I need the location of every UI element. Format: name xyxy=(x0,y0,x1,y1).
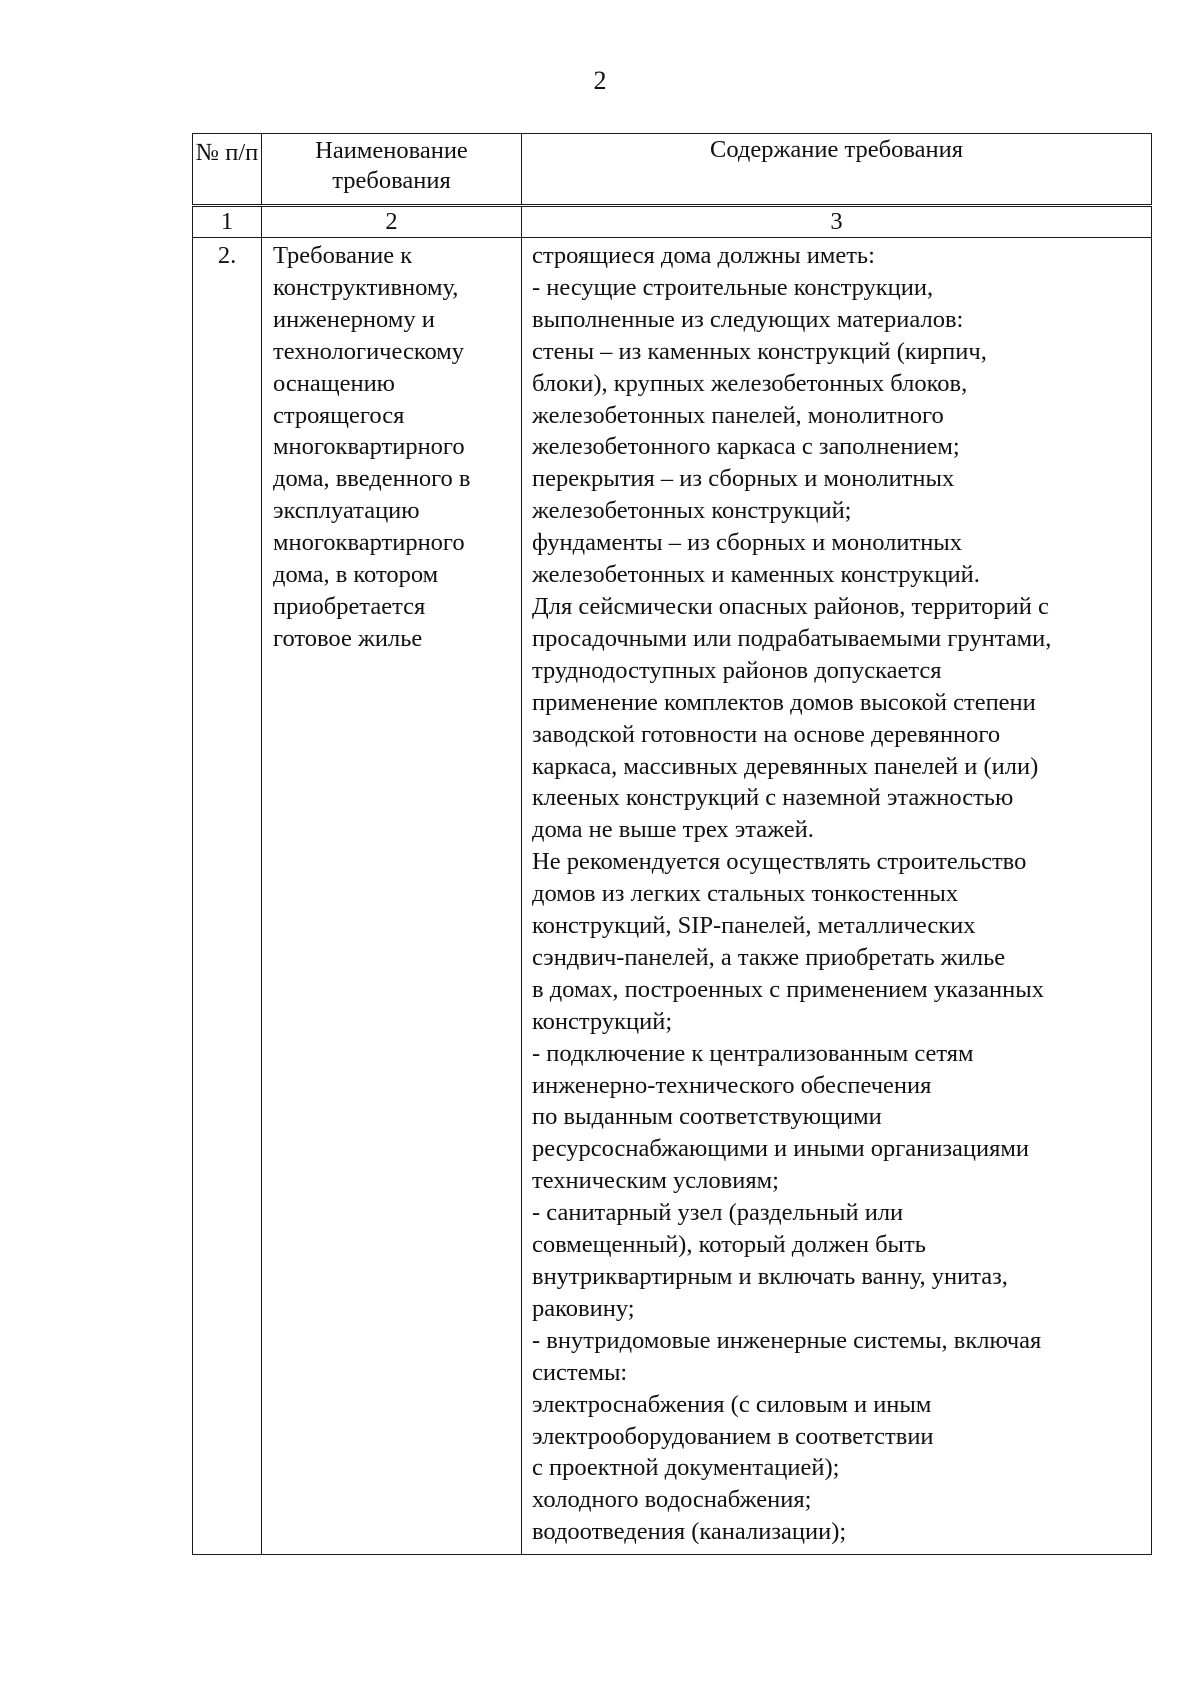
requirement-content-line: железобетонного каркаса с заполнением; xyxy=(532,433,960,461)
row-number: 2. xyxy=(193,238,262,1555)
requirement-name-line: строящегося xyxy=(273,401,405,429)
requirement-content-line: железобетонных панелей, монолитного xyxy=(532,401,944,429)
requirement-content-line: - внутридомовые инженерные системы, включая xyxy=(532,1326,1042,1354)
requirement-content-line: труднодоступных районов допускается xyxy=(532,656,942,684)
requirement-content-line: перекрытия – из сборных и монолитных xyxy=(532,465,955,493)
requirement-content-line: заводской готовности на основе деревянного xyxy=(532,720,1001,748)
requirement-content-line: раковину; xyxy=(532,1294,635,1322)
requirement-name-line: эксплуатацию xyxy=(273,497,420,525)
requirement-content-line: системы: xyxy=(532,1358,628,1386)
requirement-content-line: стены – из каменных конструкций (кирпич, xyxy=(532,337,987,365)
requirement-content-line: Для сейсмически опасных районов, территорий с xyxy=(532,592,1049,620)
header-name-cell xyxy=(262,134,522,206)
requirement-name xyxy=(262,238,522,1555)
requirement-content-text xyxy=(532,240,1147,1548)
page-number: 2 xyxy=(593,66,607,95)
requirement-content-line: просадочными или подрабатываемыми грунтами, xyxy=(532,624,1052,652)
requirement-name-line: готовое жилье xyxy=(273,624,423,652)
requirement-content-line: - санитарный узел (раздельный или xyxy=(532,1199,904,1227)
header-content-cell xyxy=(522,134,1152,206)
requirement-content-line: блоки), крупных железобетонных блоков, xyxy=(532,369,968,397)
requirement-content-line: железобетонных конструкций; xyxy=(532,497,852,525)
requirement-content-line: каркаса, массивных деревянных панелей и (или) xyxy=(532,752,1039,780)
requirement-name-line: Требование к xyxy=(273,242,413,269)
requirement-content-line: с проектной документацией); xyxy=(532,1454,840,1482)
requirement-content-line: техническим условиям; xyxy=(532,1167,779,1195)
requirement-content-line: водоотведения (канализации); xyxy=(532,1518,847,1546)
requirement-content-line: строящиеся дома должны иметь: xyxy=(532,242,875,269)
table-header-row xyxy=(193,134,1152,206)
requirement-content-line: инженерно-технического обеспечения xyxy=(532,1071,932,1099)
requirement-content-line: конструкций; xyxy=(532,1007,673,1035)
header-name-label: Наименование требования xyxy=(315,137,468,194)
requirement-name-line: инженерному и xyxy=(273,305,435,333)
requirement-content-line: внутриквартирным и включать ванну, унитаз, xyxy=(532,1263,1008,1290)
requirement-content-line: холодного водоснабжения; xyxy=(532,1486,812,1514)
requirement-content-line: железобетонных и каменных конструкций. xyxy=(532,561,980,589)
requirement-content-line: по выданным соответствующими xyxy=(532,1103,882,1131)
requirement-name-line: дома, введенного в xyxy=(273,465,471,493)
requirement-content-line: дома не выше трех этажей. xyxy=(532,816,814,844)
column-index-row xyxy=(193,206,1152,238)
requirement-content-line: электроснабжения (с силовым и иным xyxy=(532,1390,932,1418)
requirement-content-line: сэндвич-панелей, а также приобретать жилье xyxy=(532,943,1006,971)
column-index-1: 1 xyxy=(193,206,262,238)
requirement-name-line: технологическому xyxy=(273,337,465,365)
requirement-content-line: фундаменты – из сборных и монолитных xyxy=(532,529,963,557)
requirement-name-line: оснащению xyxy=(273,369,395,397)
requirement-name-line: приобретается xyxy=(273,592,426,620)
requirement-content-line: электрооборудованием в соответствии xyxy=(532,1422,934,1450)
requirement-content-line: - несущие строительные конструкции, xyxy=(532,273,934,301)
requirement-content-line: совмещенный), который должен быть xyxy=(532,1231,926,1259)
requirement-name-line: многоквартирного xyxy=(273,433,465,461)
requirement-content-line: клееных конструкций с наземной этажностью xyxy=(532,784,1014,812)
requirement-content xyxy=(522,238,1152,1555)
header-number-cell xyxy=(193,134,262,206)
requirement-content-line: - подключение к централизованным сетям xyxy=(532,1039,974,1067)
requirement-name-line: дома, в котором xyxy=(273,561,439,589)
header-content-label: Содержание требования xyxy=(710,136,963,163)
column-index-2: 2 xyxy=(262,206,522,238)
requirement-content-line: Не рекомендуется осуществлять строительство xyxy=(532,848,1027,876)
requirement-content-line: применение комплектов домов высокой степени xyxy=(532,688,1036,716)
requirement-content-line: домов из легких стальных тонкостенных xyxy=(532,880,959,908)
requirement-name-line: многоквартирного xyxy=(273,529,465,557)
requirement-content-line: выполненные из следующих материалов: xyxy=(532,305,964,333)
column-index-3: 3 xyxy=(522,206,1152,238)
requirement-content-line: конструкций, SIP-панелей, металлических xyxy=(532,912,976,940)
requirement-content-line: ресурсоснабжающими и иными организациями xyxy=(532,1135,1030,1163)
requirement-name-text xyxy=(273,240,515,655)
requirements-table xyxy=(192,133,1152,1555)
requirement-content-line: в домах, построенных с применением указанных xyxy=(532,975,1044,1003)
requirement-name-line: конструктивному, xyxy=(273,273,459,301)
table-row xyxy=(193,238,1152,1555)
header-number-label: № п/п xyxy=(195,139,259,166)
